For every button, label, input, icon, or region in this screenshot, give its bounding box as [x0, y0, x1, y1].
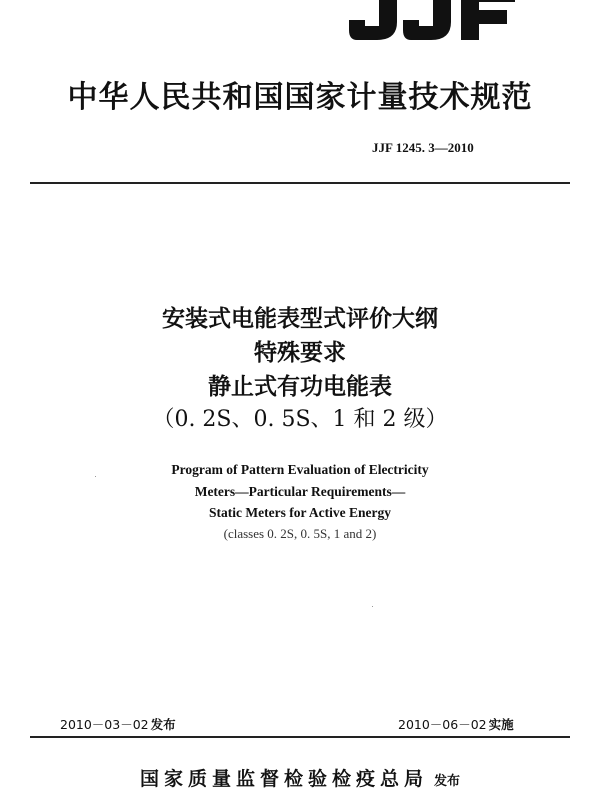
chinese-title-line-3: 静止式有功电能表: [208, 374, 392, 400]
scan-speck: [372, 606, 373, 607]
effective-date: [398, 715, 514, 733]
effective-label: 实施: [488, 717, 514, 732]
english-title-line-2: Meters—Particular Requirements—: [194, 484, 406, 499]
chinese-title-line-1: 安装式电能表型式评价大纲: [162, 306, 438, 332]
header-divider: [30, 182, 570, 184]
issuer-organization: 国家质量监督检验检疫总局: [139, 768, 428, 790]
standard-category-title: 中华人民共和国国家计量技术规范: [67, 80, 533, 115]
issue-label: 发布: [150, 717, 176, 732]
issue-date: [60, 715, 176, 733]
english-title-line-1: Program of Pattern Evaluation of Electricity: [171, 462, 429, 477]
issuer-action: 发布: [434, 774, 461, 789]
effective-date-value: 2010－06－02: [398, 717, 487, 732]
standard-code: JJF 1245. 3—2010: [372, 140, 474, 155]
issuing-authority: [0, 764, 600, 791]
issue-date-value: 2010－03－02: [60, 717, 149, 732]
footer-divider: [30, 736, 570, 738]
english-title-line-3: Static Meters for Active Energy: [209, 505, 391, 520]
english-title-classes: (classes 0. 2S, 0. 5S, 1 and 2): [223, 526, 377, 541]
chinese-title-classes: （0. 2S、0. 5S、1 和 2 级）: [152, 407, 448, 432]
jjf-logo: [347, 0, 517, 44]
scan-speck: [95, 476, 96, 477]
chinese-title-line-2: 特殊要求: [254, 340, 346, 366]
